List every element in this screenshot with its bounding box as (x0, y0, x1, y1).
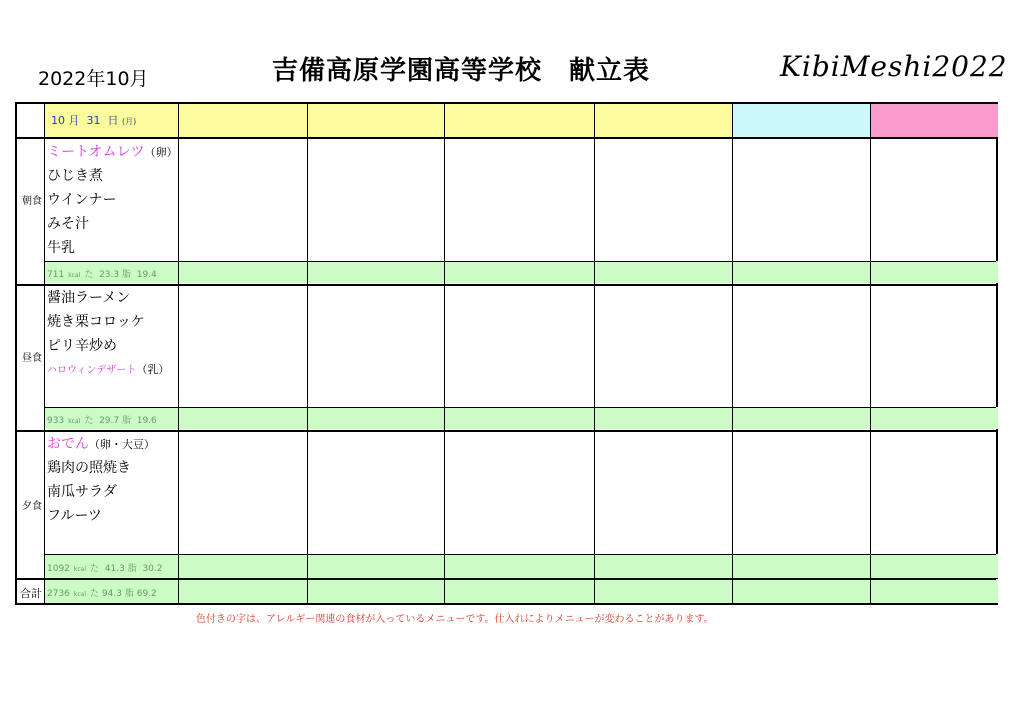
total-label: 合計 (20, 587, 42, 600)
breakfast-nutrition-row (45, 261, 998, 283)
list-item: ピリ辛炒め (47, 338, 117, 354)
list-item: みそ汁 (47, 216, 89, 232)
list-item: 焼き栗コロッケ (47, 314, 145, 330)
list-item: 醤油ラーメン (47, 290, 131, 306)
page-title: 吉備高原学園高等学校 献立表 (272, 56, 651, 86)
breakfast-nutrition: 711 kcal た 23.3 脂 19.4 (47, 270, 157, 280)
dinner-label: 夕食 (22, 501, 42, 512)
list-item: 南瓜サラダ (47, 484, 117, 500)
total-nutrition: 2736 kcal た 94.3 脂 69.2 (47, 589, 157, 599)
dinner-nutrition: 1092 kcal た 41.3 脂 30.2 (47, 564, 163, 574)
allergy-note: 色付きの字は、アレルギー関連の食材が入っているメニューです。仕入れによりメニューが変わることがあります。 (196, 614, 714, 625)
list-item: フルーツ (47, 508, 102, 524)
menu-table (15, 102, 998, 605)
breakfast-label: 朝食 (22, 196, 42, 207)
breakfast-items (47, 140, 178, 260)
header-cell-sat (733, 104, 871, 137)
header-cell-2 (179, 104, 744, 137)
list-item: ひじき煮 (47, 168, 103, 184)
list-item: ハロウィンデザート（乳） (47, 363, 170, 376)
year-month: 2022年10月 (38, 68, 149, 90)
header-cell-sun (871, 104, 998, 137)
list-item: 牛乳 (47, 240, 75, 256)
total-row (45, 579, 998, 603)
list-item: ミートオムレツ（卵） (47, 144, 178, 160)
dinner-items (47, 432, 155, 528)
list-item: おでん（卵・大豆） (47, 436, 155, 452)
lunch-nutrition: 933 kcal た 29.7 脂 19.6 (47, 416, 157, 426)
lunch-items (47, 286, 169, 382)
list-item: 鶏肉の照焼き (47, 460, 131, 476)
dinner-nutrition-row (45, 554, 998, 578)
brand-logo: KibiMeshi2022 (780, 50, 1008, 83)
lunch-nutrition-row (45, 407, 998, 429)
date-header: 10 月 31 日 (月) (51, 114, 137, 127)
list-item: ウインナー (47, 192, 117, 208)
lunch-label: 昼食 (22, 353, 42, 364)
